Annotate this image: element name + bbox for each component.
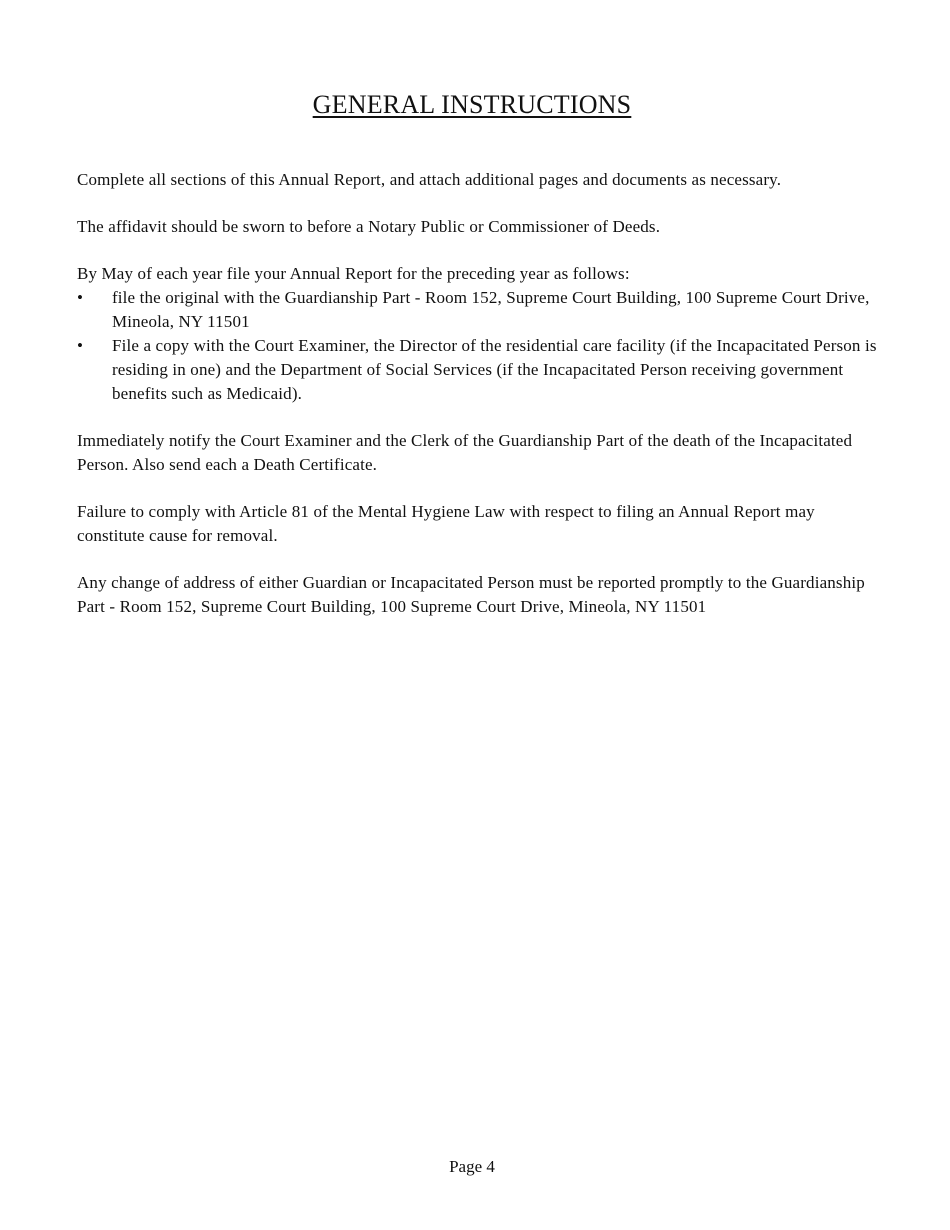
instructions-body xyxy=(77,168,877,642)
bullet-icon: • xyxy=(77,288,84,307)
list-item xyxy=(77,334,877,406)
filing-instructions-list xyxy=(77,286,877,406)
paragraph-complete-sections: Complete all sections of this Annual Report, and attach additional pages and documents as necessary. xyxy=(77,170,782,189)
bullet-icon: • xyxy=(77,336,84,355)
page-number: Page 4 xyxy=(449,1157,495,1176)
paragraph-address-change: Any change of address of either Guardian or Incapacitated Person must be reported promptly to the Guardianship Part - Room 152, Supreme Court Building, 100 Supreme Court Drive, Mineola, NY 11501 xyxy=(77,573,865,616)
list-item xyxy=(77,286,877,334)
paragraph-affidavit: The affidavit should be sworn to before a Notary Public or Commissioner of Deeds. xyxy=(77,217,661,236)
paragraph-failure-to-comply: Failure to comply with Article 81 of the Mental Hygiene Law with respect to filing an Annual Report may constitute cause for removal. xyxy=(77,502,815,545)
page-title: GENERAL INSTRUCTIONS xyxy=(312,90,632,119)
paragraph-notify-death: Immediately notify the Court Examiner and the Clerk of the Guardianship Part of the death of the Incapacitated Person. Also send each a Death Certificate. xyxy=(77,431,853,474)
list-item-text: file the original with the Guardianship Part - Room 152, Supreme Court Building, 100 Supreme Court Drive, Mineola, NY 11501 xyxy=(112,288,870,331)
list-item-text: File a copy with the Court Examiner, the Director of the residential care facility (if the Incapacitated Person is residing in one) and the Department of Social Services (if the Incapacitated Person receiving government benefits such as Medicaid). xyxy=(112,336,877,403)
paragraph-filing-intro: By May of each year file your Annual Report for the preceding year as follows: xyxy=(77,264,630,283)
